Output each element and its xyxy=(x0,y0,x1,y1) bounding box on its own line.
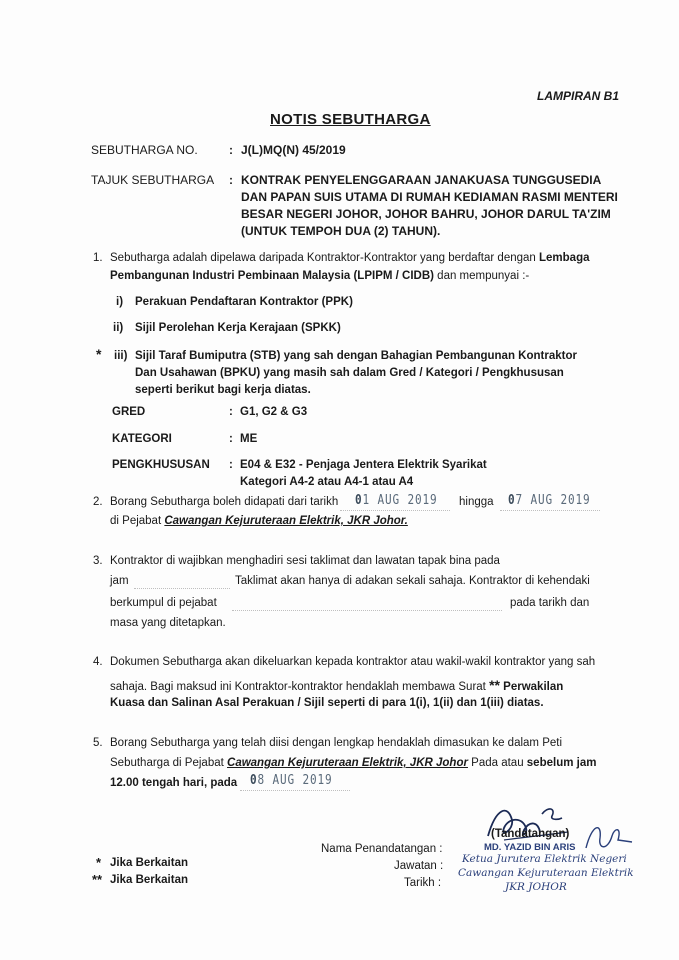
para1-text: Sebutharga adalah dipelawa daripada Kontraktor-Kontraktor yang berdaftar dengan xyxy=(110,252,539,264)
kategori-value: ME xyxy=(240,433,258,445)
initial-scribble xyxy=(578,818,638,858)
para5-text: Sebutharga di Pejabat xyxy=(110,757,228,769)
para5-line1: Borang Sebutharga yang telah diisi dengan lengkap hendaklah dimasukan ke dalam Peti xyxy=(110,737,563,749)
gred-value: G1, G2 & G3 xyxy=(240,406,308,418)
item-stb-line: seperti berikut bagi kerja diatas. xyxy=(135,384,311,396)
item-stb-line: Sijil Taraf Bumiputra (STB) yang sah dengan Bahagian Pembangunan Kontraktor xyxy=(135,350,577,362)
para2-text: Borang Sebutharga boleh didapati dari tarikh xyxy=(110,496,339,508)
dotted-line xyxy=(134,588,230,589)
page-title: NOTIS SEBUTHARGA xyxy=(270,111,431,128)
para1-bold: Pembangunan Industri Pembinaan Malaysia (LPIPM / CIDB) xyxy=(110,270,434,282)
pengkhususan-line: E04 & E32 - Penjaga Jentera Elektrik Syarikat xyxy=(240,459,487,471)
para1-line2 xyxy=(110,270,529,282)
tajuk-line: BESAR NEGERI JOHOR, JOHOR BAHRU, JOHOR DARUL TA'ZIM xyxy=(241,207,611,221)
para3-line3-post: pada tarikh dan xyxy=(510,597,590,609)
asterisk-mark: * xyxy=(96,346,102,362)
para5-text: Pada atau xyxy=(467,757,527,769)
colon: : xyxy=(229,459,233,471)
footnote-text: Jika Berkaitan xyxy=(110,874,188,886)
tajuk-label: TAJUK SEBUTHARGA xyxy=(91,173,215,187)
para3-line2: Taklimat akan hanya di adakan sekali sahaja. Kontraktor di kehendaki xyxy=(235,575,590,587)
para5-office: Cawangan Kejuruteraan Elektrik, JKR Johor xyxy=(227,757,468,769)
dotted-line xyxy=(500,510,600,511)
pengkhususan-line: Kategori A4-2 atau A4-1 atau A4 xyxy=(240,476,414,488)
para4-bold: Perwakilan xyxy=(499,681,564,693)
stamp-text: 8 AUG 2019 xyxy=(257,773,333,788)
para2-line2 xyxy=(110,515,408,527)
para5-line3: 12.00 tengah hari, pada xyxy=(110,777,238,789)
stamp-digit: 0 xyxy=(250,773,258,788)
para2-office: Cawangan Kejuruteraan Elektrik, JKR Johor. xyxy=(164,515,408,527)
tajuk-line: KONTRAK PENYELENGGARAAN JANAKUASA TUNGGUSEDIA xyxy=(241,173,602,187)
hingga-text: hingga xyxy=(459,496,494,508)
stamp-line: Cawangan Kejuruteraan Elektrik xyxy=(458,867,634,879)
tajuk-line: DAN PAPAN SUIS UTAMA DI RUMAH KEDIAMAN RASMI MENTERI xyxy=(241,190,618,204)
colon: : xyxy=(229,173,233,187)
double-asterisk: ** xyxy=(489,677,500,693)
para4-text: sahaja. Bagi maksud ini Kontraktor-kontraktor hendaklah membawa Surat xyxy=(110,681,490,693)
para2-text: di Pejabat xyxy=(110,515,165,527)
sebutharga-no-label: SEBUTHARGA NO. xyxy=(91,143,198,157)
para4-line1: Dokumen Sebutharga akan dikeluarkan kepada kontraktor atau wakil-wakil kontraktor yang sah xyxy=(110,656,596,668)
item-marker: ii) xyxy=(113,322,124,334)
para3-line1: Kontraktor di wajibkan menghadiri sesi taklimat dan lawatan tapak bina pada xyxy=(110,555,500,567)
para-number: 5. xyxy=(93,737,103,749)
stamp-text: 1 AUG 2019 xyxy=(362,493,438,508)
para-number: 3. xyxy=(93,555,103,567)
dotted-line xyxy=(240,790,350,791)
para-number: 2. xyxy=(93,496,103,508)
jawatan-label: Jawatan : xyxy=(394,860,444,872)
item-ppk: Perakuan Pendaftaran Kontraktor (PPK) xyxy=(135,296,353,308)
item-spkk: Sijil Perolehan Kerja Kerajaan (SPKK) xyxy=(135,322,341,334)
colon: : xyxy=(229,406,233,418)
stamp-text: 7 AUG 2019 xyxy=(515,493,591,508)
kategori-label: KATEGORI xyxy=(112,433,172,445)
item-marker: iii) xyxy=(114,350,128,362)
para3-jam: jam xyxy=(110,575,129,587)
para1-line1 xyxy=(110,252,590,264)
colon: : xyxy=(229,143,233,157)
para5-bold: sebelum jam xyxy=(526,757,597,769)
tandatangan-label: (Tandatangan) xyxy=(491,828,570,840)
lampiran-label: LAMPIRAN B1 xyxy=(537,89,620,103)
para4-line3: Kuasa dan Salinan Asal Perakuan / Sijil seperti di para 1(i), 1(ii) dan 1(iii) diatas. xyxy=(110,697,544,709)
nama-label: Nama Penandatangan : xyxy=(321,843,443,855)
stamp-line: JKR JOHOR xyxy=(505,881,567,893)
para1-bold: Lembaga xyxy=(539,252,590,264)
item-stb-line: Dan Usahawan (BPKU) yang masih sah dalam Gred / Kategori / Pengkhususan xyxy=(135,367,564,379)
sebutharga-no-value: J(L)MQ(N) 45/2019 xyxy=(241,143,346,157)
footnote-mark: * xyxy=(96,855,102,870)
stamp-digit: 0 xyxy=(355,493,363,508)
stamp-digit: 0 xyxy=(508,493,516,508)
para1-text: dan mempunyai :- xyxy=(433,270,530,282)
stamp-name: MD. YAZID BIN ARIS xyxy=(484,842,576,853)
para-number: 4. xyxy=(93,656,103,668)
date-stamp-to xyxy=(508,493,591,508)
tajuk-line: (UNTUK TEMPOH DUA (2) TAHUN). xyxy=(241,224,441,238)
date-stamp-from xyxy=(355,493,438,508)
footnote-text: Jika Berkaitan xyxy=(110,857,188,869)
para4-line2 xyxy=(110,677,563,693)
stamp-line: Ketua Jurutera Elektrik Negeri xyxy=(462,853,627,865)
item-marker: i) xyxy=(116,296,124,308)
footnote-mark: ** xyxy=(92,872,103,887)
para5-line2 xyxy=(110,757,596,769)
dotted-line xyxy=(340,510,450,511)
para3-line3-pre: berkumpul di pejabat xyxy=(110,597,217,609)
dotted-line xyxy=(232,610,502,611)
para3-line4: masa yang ditetapkan. xyxy=(110,617,226,629)
gred-label: GRED xyxy=(112,406,146,418)
date-stamp-deadline xyxy=(250,773,333,788)
tarikh-label: Tarikh : xyxy=(404,877,442,889)
pengkhususan-label: PENGKHUSUSAN xyxy=(112,459,210,471)
colon: : xyxy=(229,433,233,445)
para-number: 1. xyxy=(93,252,103,264)
